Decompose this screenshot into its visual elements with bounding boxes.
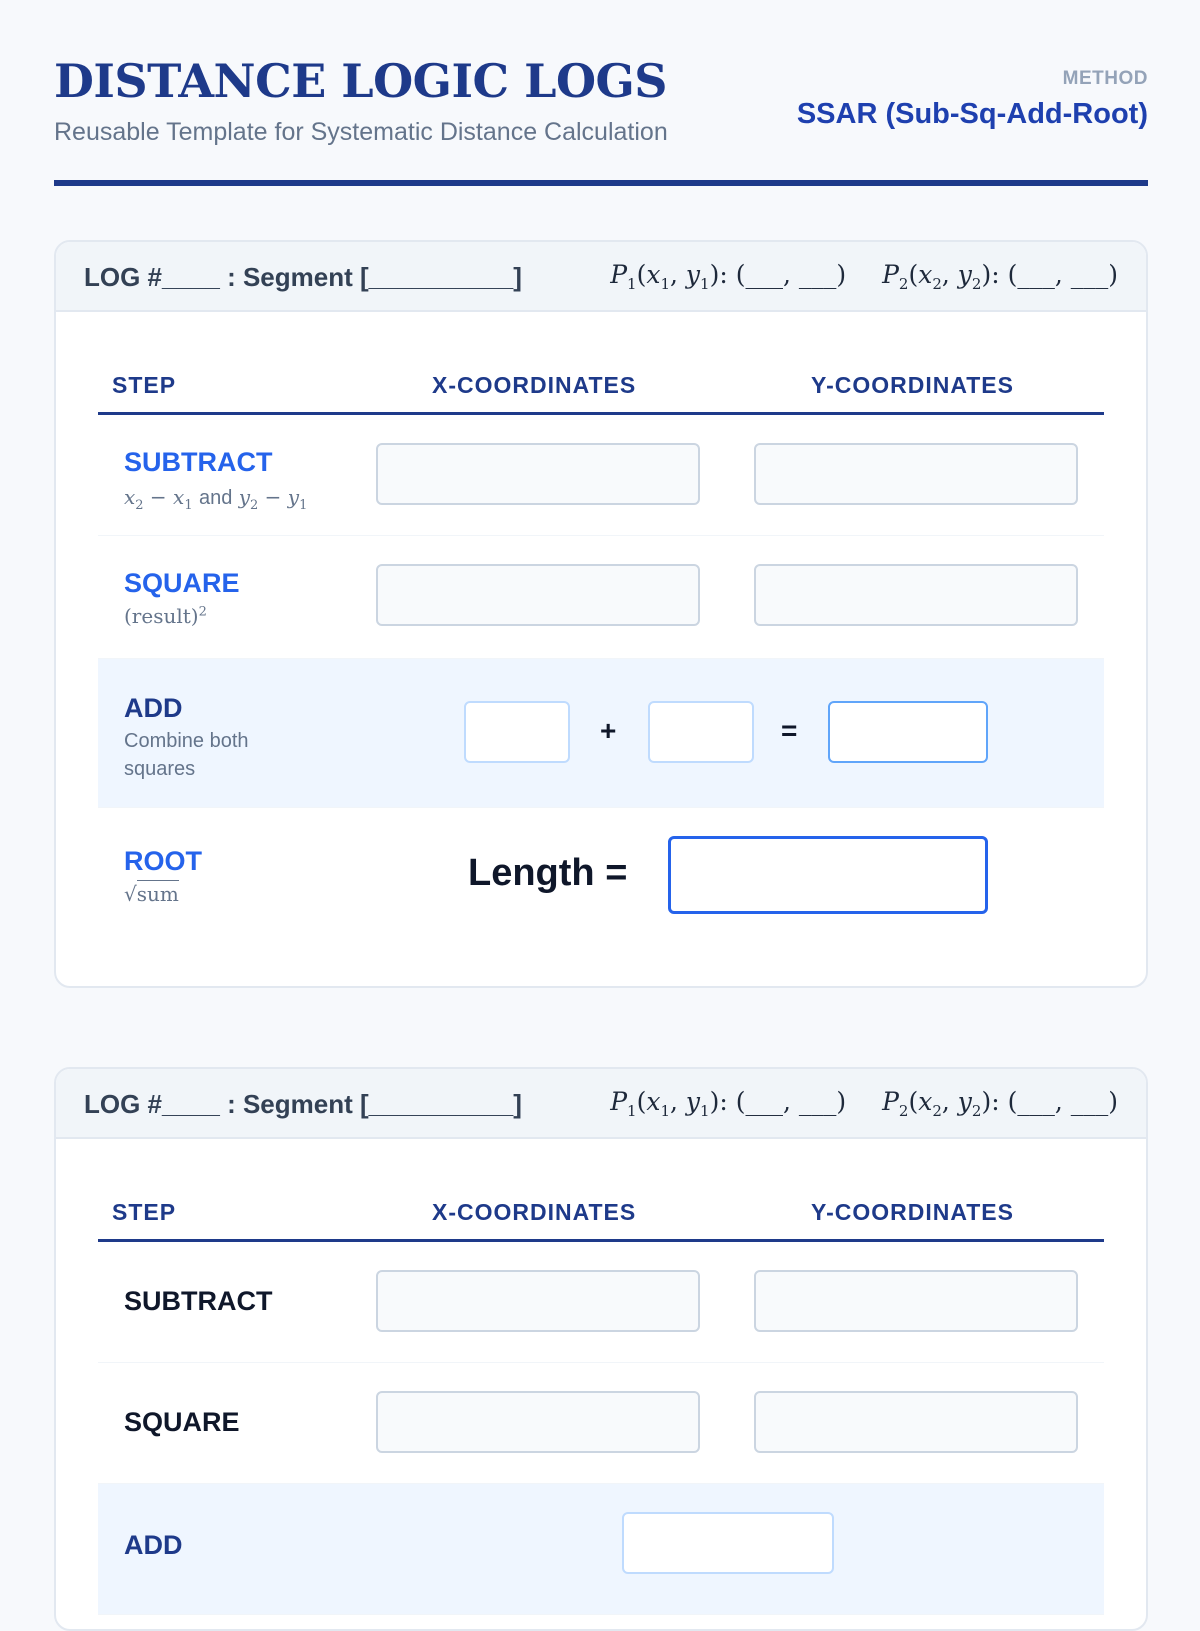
p2-blank: : (___, ___) bbox=[991, 1087, 1118, 1116]
step-label: ROOT bbox=[124, 846, 202, 876]
page-title: DISTANCE LOGIC LOGS bbox=[54, 54, 668, 108]
column-x: X-COORDINATES bbox=[432, 1199, 637, 1225]
log-title: LOG #____ : Segment [__________] bbox=[84, 262, 522, 292]
p1-symbol: P bbox=[610, 1087, 628, 1116]
step-hint: √sum bbox=[124, 882, 179, 906]
add-y-input[interactable] bbox=[648, 701, 754, 763]
point-2: $P_2(x_2$, $y_2$): (___, ___) bbox=[882, 1087, 1118, 1120]
length-label: Length = bbox=[468, 852, 628, 894]
ssar-table bbox=[98, 1181, 1104, 1615]
header-divider bbox=[54, 180, 1148, 186]
column-y: Y-COORDINATES bbox=[811, 372, 1014, 398]
page-subtitle: Reusable Template for Systematic Distance Calculation bbox=[54, 118, 668, 146]
worksheet-page bbox=[54, 0, 1148, 1560]
square-y-input[interactable] bbox=[754, 1391, 1078, 1453]
subtract-x-input[interactable] bbox=[376, 443, 700, 505]
step-label: SUBTRACT bbox=[124, 447, 273, 477]
row-square bbox=[98, 1363, 1104, 1484]
point-coordinates bbox=[582, 260, 1118, 293]
add-sum-input[interactable] bbox=[828, 701, 988, 763]
p2-symbol: P bbox=[882, 1087, 899, 1116]
row-subtract bbox=[98, 415, 1104, 536]
step-label: ADD bbox=[124, 693, 183, 723]
p1-blank: : (___, ___) bbox=[719, 260, 847, 289]
hint-and: and bbox=[198, 487, 233, 509]
point-1: $P_1(x_1$, $y_1$): (___, ___) bbox=[610, 260, 847, 293]
log-card-header bbox=[56, 242, 1146, 312]
plus-sign: + bbox=[600, 715, 617, 746]
add-sum-input[interactable] bbox=[622, 1512, 834, 1574]
p2-subscript: 2 bbox=[898, 275, 909, 293]
column-step: STEP bbox=[112, 1199, 177, 1225]
add-x-input[interactable] bbox=[464, 701, 570, 763]
log-card-2 bbox=[54, 1067, 1148, 1631]
log-card-header bbox=[56, 1069, 1146, 1139]
p1-subscript: 1 bbox=[627, 1102, 637, 1120]
step-label: SUBTRACT bbox=[124, 1286, 273, 1316]
point-coordinates bbox=[582, 1087, 1118, 1120]
square-x-input[interactable] bbox=[376, 564, 700, 626]
equals-sign: = bbox=[781, 715, 798, 746]
hint-result: (result) bbox=[124, 604, 199, 628]
row-add bbox=[98, 1484, 1104, 1615]
step-label: ADD bbox=[124, 1530, 183, 1560]
column-x: X-COORDINATES bbox=[432, 372, 637, 398]
log-title: LOG #____ : Segment [__________] bbox=[84, 1089, 522, 1119]
table-header bbox=[98, 354, 1104, 415]
p2-blank: : (___, ___) bbox=[991, 260, 1118, 289]
step-hint: $x_2 - x_1$ and $y_2 - y_1$ bbox=[124, 485, 308, 513]
point-2: $P_2(x_2$, $y_2$): (___, ___) bbox=[882, 260, 1118, 293]
method-label: METHOD bbox=[1062, 68, 1148, 89]
step-label: SQUARE bbox=[124, 568, 240, 598]
length-input[interactable] bbox=[668, 836, 988, 914]
square-x-input[interactable] bbox=[376, 1391, 700, 1453]
p1-blank: : (___, ___) bbox=[719, 1087, 847, 1116]
step-hint: Combine both squares bbox=[124, 730, 249, 780]
p2-subscript: 2 bbox=[898, 1102, 909, 1120]
subtract-y-input[interactable] bbox=[754, 1270, 1078, 1332]
row-root bbox=[98, 808, 1104, 948]
table-header bbox=[98, 1181, 1104, 1242]
ssar-table bbox=[98, 354, 1104, 948]
column-y: Y-COORDINATES bbox=[811, 1199, 1014, 1225]
step-hint: (result)$^2$ bbox=[124, 604, 207, 628]
hint-sum: sum bbox=[136, 882, 179, 906]
point-1: $P_1(x_1$, $y_1$): (___, ___) bbox=[610, 1087, 847, 1120]
column-step: STEP bbox=[112, 372, 177, 398]
method-value: SSAR (Sub-Sq-Add-Root) bbox=[796, 98, 1148, 130]
subtract-y-input[interactable] bbox=[754, 443, 1078, 505]
step-label: SQUARE bbox=[124, 1407, 240, 1437]
square-y-input[interactable] bbox=[754, 564, 1078, 626]
subtract-x-input[interactable] bbox=[376, 1270, 700, 1332]
p1-subscript: 1 bbox=[627, 275, 637, 293]
p2-symbol: P bbox=[882, 260, 899, 289]
row-subtract bbox=[98, 1242, 1104, 1363]
page-header bbox=[54, 0, 1148, 188]
p1-symbol: P bbox=[610, 260, 628, 289]
log-card-1 bbox=[54, 240, 1148, 988]
row-square bbox=[98, 536, 1104, 659]
row-add bbox=[98, 659, 1104, 808]
